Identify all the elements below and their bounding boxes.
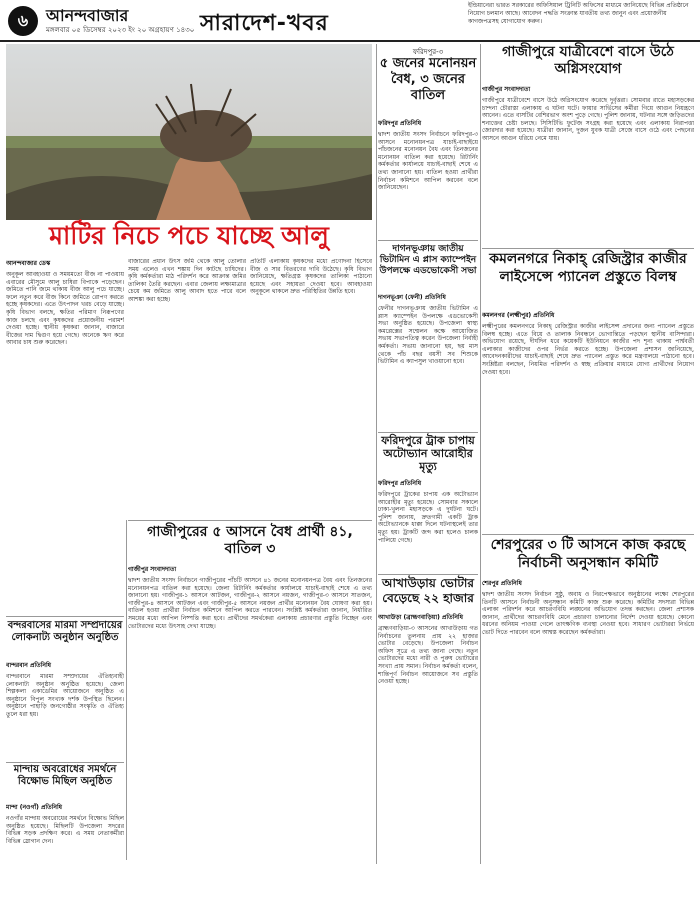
bus-headline: গাজীপুরে যাত্রীবেশে বাসে উঠে অগ্নিসংযোগ bbox=[502, 44, 674, 77]
story-rule bbox=[482, 248, 694, 249]
lead-headline: মাটির নিচে পচে যাচ্ছে আলু bbox=[49, 221, 329, 250]
vitamin-headline: দাগনভূঞায় জাতীয় ভিটামিন এ প্লাস ক্যাম্পেইন উপলক্ষে এডভোকেসী সভা bbox=[379, 244, 477, 276]
gazipur-body bbox=[128, 564, 372, 860]
masthead bbox=[0, 0, 700, 42]
gazipur-headline: গাজীপুরের ৫ আসনে বৈধ প্রার্থী ৪১, বাতিল ৩ bbox=[147, 524, 353, 557]
madrasa-byline: মান্দা (নওগাঁ) প্রতিনিধি bbox=[6, 804, 63, 811]
page-number: ৬ bbox=[8, 6, 38, 36]
voter-body bbox=[378, 612, 478, 862]
column-rule bbox=[126, 520, 127, 860]
section-title: সারাদেশ-খবর bbox=[200, 11, 329, 36]
sherpur-body bbox=[482, 578, 694, 868]
voter-headline: আখাউড়ায় ভোটার বেড়েছে ২২ হাজার bbox=[382, 576, 474, 605]
truck-body bbox=[378, 478, 478, 574]
truck-text: ফরিদপুরে ট্রাকের চাপায় এক অটোভ্যান আরোহীর মৃত্যু হয়েছে। সোমবার সকালে ঢাকা-খুলনা মহাসড়কে এ দুর্ঘটনা ঘটে। পুলিশ জানায়, দ্রুতগামী একটি ট্রাক অটোভ্যানকে ধাক্কা দিলে ঘটনাস্থলেই তার মৃত্যু হয়। ট্রাকটি জব্দ করা হলেও চালক পালিয়ে গেছে। bbox=[378, 491, 478, 544]
gazipur-byline: গাজীপুর সংবাদদাতা bbox=[128, 566, 177, 573]
madrasa-text: নওগাঁর মান্দায় অবরোধের সমর্থনে বিক্ষোভ মিছিল অনুষ্ঠিত হয়েছে। মিছিলটি উপজেলা সদরের বিভিন্ন সড়ক প্রদক্ষিণ করে। এ সময় নেতাকর্মীরা বিভিন্ন স্লোগান দেন। bbox=[6, 815, 124, 845]
kazi-body bbox=[482, 310, 694, 530]
date-line: মঙ্গলবার ০৫ ডিসেম্বর ২০২৩ ইং ২০ অগ্রহায়ণ ১৪৩০ bbox=[46, 26, 195, 34]
voter-text: ব্রাহ্মণবাড়িয়া-৩ আসনের আখাউড়ায় গত নির্বাচনের তুলনায় প্রায় ২২ হাজার ভোটার বেড়েছে। উপজেলা নির্বাচন অফিস সূত্রে এ তথ্য জানা গেছে। নতুন ভোটারদের মধ্যে নারী ও পুরুষ ভোটারের সংখ্যা প্রায় সমান। নির্বাচন কর্মকর্তা বলেন, শান্তিপূর্ণ নির্বাচন আয়োজনে সব প্রস্তুতি নেওয়া হচ্ছে। bbox=[378, 625, 478, 686]
madrasa-headline: মান্দায় অবরোধের সমর্থনে বিক্ষোভ মিছিল অনুষ্ঠিত bbox=[13, 764, 117, 787]
voter-byline: আখাউড়া (ব্রাহ্মণবাড়িয়া) প্রতিনিধি bbox=[378, 614, 463, 621]
lead-col-3 bbox=[250, 258, 372, 520]
sherpur-headline: শেরপুরের ৩ টি আসনে কাজ করছে নির্বাচনী অনুসন্ধান কমিটি bbox=[490, 537, 686, 571]
sherpur-text: দ্বাদশ জাতীয় সংসদ নির্বাচন সুষ্ঠু, অবাধ ও নিরপেক্ষভাবে অনুষ্ঠানের লক্ষ্যে শেরপুরের তিনটি আসনে নির্বাচনী অনুসন্ধান কমিটি কাজ শুরু করেছে। কমিটির সদস্যরা বিভিন্ন এলাকা পরিদর্শন করে আচরণবিধি লঙ্ঘনের অভিযোগ তদন্ত করছেন। জেলা প্রশাসক জানান, প্রার্থীদের আচরণবিধি মেনে প্রচারণা চালানোর নির্দেশ দেওয়া হয়েছে। কোনো ধরনের অনিয়ম পাওয়া গেলে তাৎক্ষণিক ব্যবস্থা নেওয়া হবে। সাধারণ ভোটাররা নির্ভয়ে ভোট দিতে পারবেন বলে আশ্বস্ত করেছেন কর্মকর্তারা। bbox=[482, 591, 694, 636]
newspaper-logo: আনন্দবাজার bbox=[46, 6, 129, 25]
column-rule bbox=[376, 44, 377, 864]
story-rule bbox=[378, 574, 478, 575]
story-rule bbox=[482, 534, 694, 535]
faridpur-kicker: ফরিদপুর-৩ bbox=[412, 48, 444, 56]
lead-body-2: বাজারের প্রধান উৎস জমি থেকে আলু তোলার সময় এলেও এখন শঙ্কায় দিন কাটছে চাষিদের। কৃষি কর্মকর্তারা মাঠ পরিদর্শন করে আক্রান্ত জমির তালিকা তৈরি করছেন। এবার জেলায় লক্ষ্যমাত্রার চেয়ে কম জমিতে আলু আবাদ হতে পারে বলে আশঙ্কা করা হচ্ছে। bbox=[128, 258, 246, 303]
story-rule bbox=[6, 762, 124, 763]
port-text: বান্দরবানে মারমা সম্প্রদায়ের ঐতিহ্যবাহী লোকনাট্য অনুষ্ঠান অনুষ্ঠিত হয়েছে। জেলা শিল্পকলা একাডেমির আয়োজনে অনুষ্ঠিত এ অনুষ্ঠানে বিপুল সংখ্যক দর্শক উপস্থিত ছিলেন। অনুষ্ঠানে পাহাড়ি জনগোষ্ঠীর সংস্কৃতি ও ঐতিহ্য তুলে ধরা হয়। bbox=[6, 673, 124, 718]
lead-body-3: প্রতিটি এলাকায় কৃষকদের মধ্যে প্রণোদনা হিসেবে বীজ ও সার বিতরণের দাবি উঠেছে। কৃষি বিভাগ জানিয়েছে, ক্ষতিগ্রস্ত কৃষকদের তালিকা পাঠানো হয়েছে এবং সহায়তা দেওয়া হবে। আবহাওয়া অনুকূলে থাকলে দ্রুত পরিস্থিতির উন্নতি হবে। bbox=[250, 258, 372, 296]
faridpur-headline: ৫ জনের মনোনয়ন বৈধ, ৩ জনের বাতিল bbox=[379, 56, 477, 103]
port-byline: বান্দরবান প্রতিনিধি bbox=[6, 662, 52, 669]
vitamin-text: ফেনীর দাগনভূঞায় জাতীয় ভিটামিন এ প্লাস ক্যাম্পেইন উপলক্ষে এডভোকেসী সভা অনুষ্ঠিত হয়েছে। উপজেলা স্বাস্থ্য কমপ্লেক্সের সম্মেলন কক্ষে আয়োজিত সভায় সভাপতিত্ব করেন উপজেলা নির্বাহী কর্মকর্তা। সভায় জানানো হয়, ছয় মাস থেকে পাঁচ বছর বয়সী সব শিশুকে ভিটামিন এ ক্যাপসুল খাওয়ানো হবে। bbox=[378, 305, 478, 366]
story-rule bbox=[6, 616, 124, 617]
port-body bbox=[6, 660, 124, 760]
faridpur-byline: ফরিদপুর প্রতিনিধি bbox=[378, 120, 422, 127]
bus-byline: গাজীপুর সংবাদদাতা bbox=[482, 86, 531, 93]
port-headline: বন্দরবাসের মারমা সম্প্রদায়ের লোকনাট্য অনুষ্ঠান অনুষ্ঠিত bbox=[7, 620, 123, 643]
gazipur-text: দ্বাদশ জাতীয় সংসদ নির্বাচনে গাজীপুরের পাঁচটি আসনে ৪১ জনের মনোনয়নপত্র বৈধ এবং তিনজনের মনোনয়নপত্র বাতিল করা হয়েছে। জেলা রিটার্নিং কর্মকর্তার কার্যালয়ে যাচাই-বাছাই শেষে এ তথ্য জানানো হয়। গাজীপুর-১ আসনে আটজন, গাজীপুর-২ আসনে নয়জন, গাজীপুর-৩ আসনে সাতজন, গাজীপুর-৪ আসনে আটজন এবং গাজীপুর-৫ আসনে নয়জন প্রার্থীর মনোনয়ন বৈধ ঘোষণা করা হয়। বাতিল হওয়া প্রার্থীরা নির্বাচন কমিশনে আপিল করতে পারবেন। সংশ্লিষ্ট কর্মকর্তারা জানান, নির্ধারিত সময়ের মধ্যে আপিল নিষ্পত্তি করা হবে। প্রার্থীদের সমর্থকেরা এলাকায় প্রচারণার প্রস্তুতি নিচ্ছেন এবং ভোটারদের মধ্যে উৎসাহ দেখা যাচ্ছে। bbox=[128, 577, 372, 630]
kazi-headline: কমলনগরে নিকাহ্ রেজিস্ট্রার কাজীর লাইসেন্সে প্যানেল প্রস্তুতে বিলম্ব bbox=[489, 251, 687, 285]
lead-body-1: অনুকূল আবহাওয়া ও সময়মতো বীজ না পাওয়ায় এবারের মৌসুমে আলু চাষিরা বিপাকে পড়েছেন। জমিতে পানি জমে থাকায় বীজ আলু পচে যাচ্ছে। ফলে নতুন করে বীজ কিনে জমিতে রোপণ করতে হচ্ছে কৃষকদের। এতে উৎপাদন খরচ বেড়ে যাচ্ছে। কৃষি বিভাগ বলছে, ক্ষতির পরিমাণ নিরূপণের কাজ চলছে এবং কৃষকদের প্রয়োজনীয় পরামর্শ দেওয়া হচ্ছে। স্থানীয় কৃষকরা জানান, বাজারে বীজের দাম দ্বিগুণ হয়ে গেছে। অনেকে ঋণ করে আবার চাষ শুরু করেছেন। bbox=[6, 271, 124, 347]
madrasa-body bbox=[6, 802, 124, 862]
story-rule bbox=[378, 240, 478, 241]
bus-body bbox=[482, 84, 694, 246]
lead-photo bbox=[6, 44, 372, 220]
story-rule bbox=[128, 520, 372, 521]
bus-text: গাজীপুরে যাত্রীবেশে বাসে উঠে অগ্নিসংযোগ করেছে দুর্বৃত্তরা। সোমবার রাতে মহাসড়কের চান্দনা চৌরাস্তা এলাকায় এ ঘটনা ঘটে। ফায়ার সার্ভিসের কর্মীরা গিয়ে আগুন নিয়ন্ত্রণে আনেন। এতে বাসটির বেশিরভাগ অংশ পুড়ে গেছে। পুলিশ জানায়, ঘটনার সঙ্গে জড়িতদের শনাক্তের চেষ্টা চলছে। সিসিটিভি ফুটেজ সংগ্রহ করা হয়েছে এবং এলাকায় নিরাপত্তা জোরদার করা হয়েছে। যাত্রীরা জানান, দুজন যুবক যাত্রী সেজে বাসে ওঠে এবং পেছনের আসনে আগুন ধরিয়ে নেমে যায়। bbox=[482, 97, 694, 142]
kazi-text: লক্ষ্মীপুরের কমলনগরে নিকাহ্ রেজিস্ট্রার কাজীর লাইসেন্স প্রদানের জন্য প্যানেল প্রস্তুতে বিলম্ব হচ্ছে। এতে বিয়ে ও তালাক নিবন্ধনে ভোগান্তিতে পড়ছেন স্থানীয় বাসিন্দারা। অভিযোগ রয়েছে, দীর্ঘদিন ধরে কয়েকটি ইউনিয়নে কাজীর পদ শূন্য থাকায় পার্শ্ববর্তী এলাকার কাজীদের ওপর নির্ভর করতে হচ্ছে। উপজেলা প্রশাসন জানিয়েছে, আবেদনকারীদের যাচাই-বাছাই শেষে দ্রুত প্যানেল প্রস্তুত করে মন্ত্রণালয়ে পাঠানো হবে। সংশ্লিষ্টরা বলছেন, নিয়মিত পরিদর্শন ও স্বচ্ছ প্রক্রিয়ার মাধ্যমে যোগ্য প্রার্থীদের নিয়োগ দেওয়া হবে। bbox=[482, 323, 694, 376]
faridpur-text: দ্বাদশ জাতীয় সংসদ নির্বাচনে ফরিদপুর-৩ আসনে মনোনয়নপত্র যাচাই-বাছাইয়ে পাঁচজনের মনোনয়ন বৈধ এবং তিনজনের মনোনয়ন বাতিল করা হয়েছে। রিটার্নিং কর্মকর্তার কার্যালয়ে যাচাই-বাছাই শেষে এ তথ্য জানানো হয়। বাতিল হওয়া প্রার্থীরা নির্বাচন কমিশনে আপিল করবেন বলে জানিয়েছেন। bbox=[378, 131, 478, 192]
column-rule bbox=[480, 44, 481, 864]
lead-byline: আনন্দবাজার ডেস্ক bbox=[6, 260, 51, 267]
sherpur-byline: শেরপুর প্রতিনিধি bbox=[482, 580, 522, 587]
vitamin-body bbox=[378, 292, 478, 432]
story-rule bbox=[378, 432, 478, 433]
lead-col-1 bbox=[6, 258, 124, 616]
vitamin-byline: দাগনভূঞা (ফেনী) প্রতিনিধি bbox=[378, 294, 446, 301]
truck-byline: ফরিদপুর প্রতিনিধি bbox=[378, 480, 422, 487]
lead-col-2 bbox=[128, 258, 246, 520]
truck-headline: ফরিদপুরে ট্রাক চাপায় অটোভ্যান আরোহীর মৃত্যু bbox=[381, 434, 475, 473]
kazi-byline: কমলনগর (লক্ষ্মীপুর) প্রতিনিধি bbox=[482, 312, 555, 319]
faridpur-body bbox=[378, 118, 478, 238]
ticker-text: ইন্ডিয়ানেরা ভারত সরকারের অফিসিয়াল ট্রিনিটি অফিসের মাধ্যমে জানিয়েছে বিভিন্ন প্রতিষ্ঠানে নিয়োগ চলমান আছে। আবেদন পদ্ধতি সংক্রান্ত যাবতীয় তথ্য জানুন এবং প্রয়োজনীয় কাগজপত্রসহ যোগাযোগ করুন। bbox=[468, 2, 689, 25]
